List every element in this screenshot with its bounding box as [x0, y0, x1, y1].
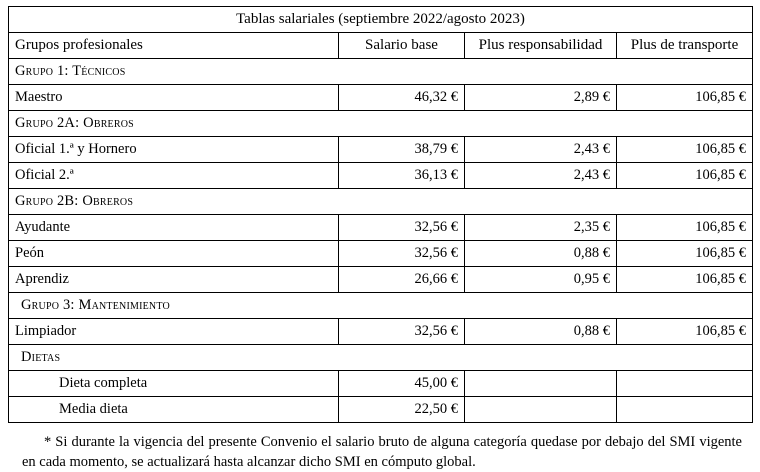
cell-plus-transporte: 106,85 €: [617, 85, 753, 111]
cell-plus-transporte: [617, 397, 753, 423]
cell-plus-responsabilidad: 2,43 €: [465, 137, 617, 163]
cell-plus-responsabilidad: 0,88 €: [465, 319, 617, 345]
group-label: Dietas: [9, 345, 753, 371]
column-header-salario-base: Salario base: [339, 33, 465, 59]
cell-plus-transporte: 106,85 €: [617, 215, 753, 241]
group-label: Grupo 2A: Obreros: [9, 111, 753, 137]
cell-salario-base: 32,56 €: [339, 215, 465, 241]
salary-table: [8, 6, 753, 423]
column-header-plus-transporte: Plus de transporte: [617, 33, 753, 59]
cell-salario-base: 32,56 €: [339, 319, 465, 345]
row-label: Ayudante: [9, 215, 339, 241]
table-row: [9, 319, 753, 345]
row-label: Dieta completa: [9, 371, 339, 397]
cell-plus-transporte: 106,85 €: [617, 319, 753, 345]
table-row: [9, 59, 753, 85]
cell-plus-responsabilidad: 2,89 €: [465, 85, 617, 111]
cell-salario-base: 22,50 €: [339, 397, 465, 423]
cell-plus-transporte: [617, 371, 753, 397]
table-row: [9, 111, 753, 137]
cell-salario-base: 46,32 €: [339, 85, 465, 111]
table-title-row: [9, 7, 753, 33]
table-row: [9, 189, 753, 215]
column-header-plus-responsabilidad: Plus responsabilidad: [465, 33, 617, 59]
table-row: [9, 267, 753, 293]
cell-salario-base: 36,13 €: [339, 163, 465, 189]
footnote: * Si durante la vigencia del presente Convenio el salario bruto de alguna categoría quedase por debajo del SMI vigente en cada momento, se actualizará hasta alcanzar dicho SMI en cómputo global.: [22, 434, 742, 470]
group-label: Grupo 1: Técnicos: [9, 59, 753, 85]
table-row: [9, 163, 753, 189]
cell-plus-responsabilidad: 2,35 €: [465, 215, 617, 241]
row-label: Aprendiz: [9, 267, 339, 293]
table-title: Tablas salariales (septiembre 2022/agosto 2023): [9, 7, 753, 33]
table-row: [9, 137, 753, 163]
table-row: [9, 215, 753, 241]
row-label: Limpiador: [9, 319, 339, 345]
table-row: [9, 371, 753, 397]
cell-plus-responsabilidad: [465, 371, 617, 397]
cell-plus-responsabilidad: 0,95 €: [465, 267, 617, 293]
cell-plus-transporte: 106,85 €: [617, 163, 753, 189]
cell-plus-responsabilidad: 0,88 €: [465, 241, 617, 267]
row-label: Peón: [9, 241, 339, 267]
cell-salario-base: 38,79 €: [339, 137, 465, 163]
table-row: [9, 397, 753, 423]
cell-plus-responsabilidad: [465, 397, 617, 423]
cell-salario-base: 26,66 €: [339, 267, 465, 293]
table-row: [9, 85, 753, 111]
cell-plus-transporte: 106,85 €: [617, 137, 753, 163]
row-label: Oficial 2.ª: [9, 163, 339, 189]
group-label: Grupo 2B: Obreros: [9, 189, 753, 215]
column-header-groups: Grupos profesionales: [9, 33, 339, 59]
table-row: [9, 241, 753, 267]
cell-salario-base: 45,00 €: [339, 371, 465, 397]
group-label: Grupo 3: Mantenimiento: [9, 293, 753, 319]
row-label: Oficial 1.ª y Hornero: [9, 137, 339, 163]
cell-salario-base: 32,56 €: [339, 241, 465, 267]
table-row: [9, 293, 753, 319]
row-label: Media dieta: [9, 397, 339, 423]
table-row: [9, 345, 753, 371]
cell-plus-responsabilidad: 2,43 €: [465, 163, 617, 189]
table-header-row: [9, 33, 753, 59]
cell-plus-transporte: 106,85 €: [617, 267, 753, 293]
row-label: Maestro: [9, 85, 339, 111]
cell-plus-transporte: 106,85 €: [617, 241, 753, 267]
